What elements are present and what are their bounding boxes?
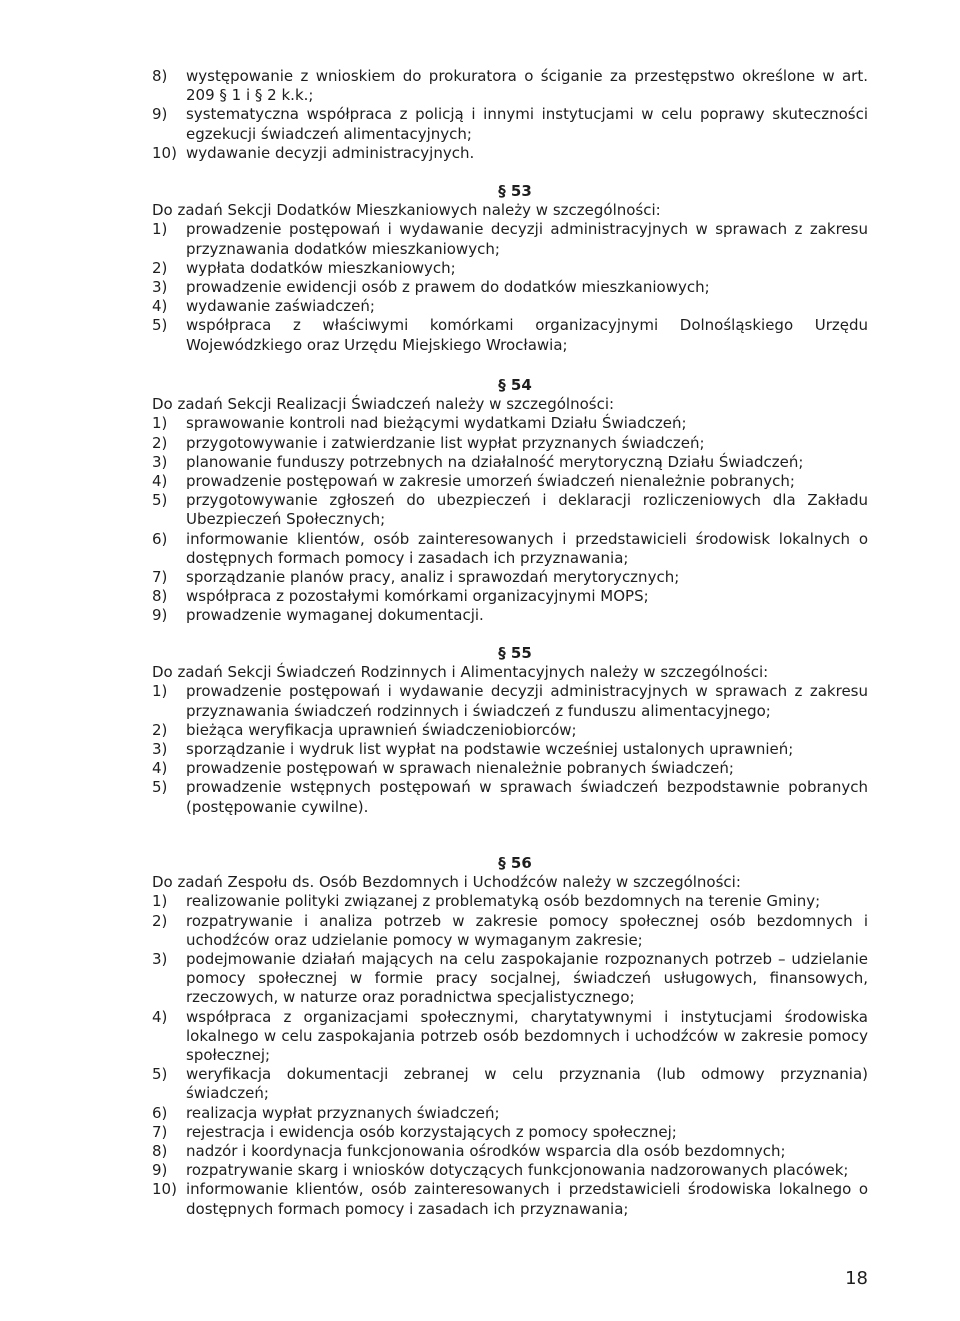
item-text: bieżąca weryfikacja uprawnień świadczeniobiorców; [186, 720, 577, 739]
list-item [152, 105, 868, 143]
item-number: 6) [152, 529, 168, 548]
item-number: 10) [152, 143, 177, 162]
item-text: wydawanie decyzji administracyjnych. [186, 143, 475, 162]
list-item [152, 1123, 868, 1142]
item-number: 9) [152, 606, 168, 625]
list-item [152, 759, 868, 778]
list-item [152, 316, 868, 354]
item-number: 8) [152, 67, 168, 85]
list-item [152, 1142, 868, 1161]
list-item [152, 144, 868, 163]
item-number: 7) [152, 568, 168, 587]
list-item [152, 472, 868, 491]
list-item [152, 912, 868, 950]
list-item [152, 259, 868, 278]
item-number: 2) [152, 911, 168, 930]
section-heading: § 53 [498, 182, 532, 200]
list-item [152, 1008, 868, 1066]
item-text: prowadzenie wstępnych postępowań w sprawach świadczeń bezpodstawnie pobranych (postępowanie cywilne). [186, 778, 868, 816]
item-number: 3) [152, 950, 168, 969]
item-number: 1) [152, 220, 168, 239]
item-text: współpraca z organizacjami społecznymi, charytatywnymi i instytucjami środowiska lokalnego w celu zaspokajania potrzeb osób bezdomnych i uchodźców w zakresie pomocy społecznej; [186, 1007, 868, 1065]
item-text: prowadzenie postępowań w sprawach nienależnie pobranych świadczeń; [186, 759, 734, 778]
item-text: podejmowanie działań mających na celu zaspokajanie rozpoznanych potrzeb – udzielanie pomocy społecznej w formie pracy socjalnej, świadczeń usługowych, finansowych, rzeczowych, w naturze oraz poradnictwa specjalistycznego; [186, 950, 868, 1007]
list-item [152, 453, 868, 472]
list-item [152, 892, 868, 911]
item-number: 1) [152, 414, 168, 433]
item-text: nadzór i koordynacja funkcjonowania ośrodków wsparcia dla osób bezdomnych; [186, 1142, 786, 1161]
list-item [152, 950, 868, 1008]
continuation-list [152, 67, 868, 163]
item-text: prowadzenie postępowań i wydawanie decyzji administracyjnych w sprawach z zakresu przyznawania dodatków mieszkaniowych; [186, 220, 868, 258]
section-heading: § 55 [498, 644, 532, 662]
item-text: występowanie z wnioskiem do prokuratora o ściganie za przestępstwo określone w art. 209 § 1 i § 2 k.k.; [186, 67, 868, 105]
section-intro: Do zadań Sekcji Dodatków Mieszkaniowych należy w szczególności: [152, 201, 661, 220]
page-number: 18 [845, 1268, 868, 1289]
item-text: wydawanie zaświadczeń; [186, 297, 375, 316]
item-text: rejestracja i ewidencja osób korzystających z pomocy społecznej; [186, 1122, 677, 1141]
item-text: wypłata dodatków mieszkaniowych; [186, 258, 456, 277]
item-text: systematyczna współpraca z policją i innymi instytucjami w celu poprawy skuteczności egzekucji świadczeń alimentacyjnych; [186, 105, 868, 143]
item-text: rozpatrywanie skarg i wniosków dotyczących funkcjonowania nadzorowanych placówek; [186, 1161, 849, 1180]
item-number: 1) [152, 892, 168, 911]
section-intro: Do zadań Sekcji Realizacji Świadczeń należy w szczególności: [152, 395, 615, 414]
item-text: prowadzenie postępowań w zakresie umorzeń świadczeń nienależnie pobranych; [186, 472, 795, 491]
list-item [152, 1161, 868, 1180]
item-text: sprawowanie kontroli nad bieżącymi wydatkami Działu Świadczeń; [186, 414, 687, 433]
list-item [152, 414, 868, 433]
item-text: realizacja wypłat przyznanych świadczeń; [186, 1103, 500, 1122]
item-number: 2) [152, 720, 168, 739]
item-number: 9) [152, 1161, 168, 1180]
section-heading: § 54 [498, 376, 532, 394]
list-item [152, 1104, 868, 1123]
item-number: 4) [152, 297, 168, 316]
section-55 [152, 644, 868, 817]
list-item [152, 1065, 868, 1103]
list-item [152, 606, 868, 625]
item-number: 3) [152, 740, 168, 759]
list-item [152, 491, 868, 529]
list-item [152, 740, 868, 759]
item-text: prowadzenie wymaganej dokumentacji. [186, 606, 484, 625]
section-heading: § 56 [498, 854, 532, 872]
item-number: 4) [152, 1007, 168, 1026]
list-item [152, 1180, 868, 1218]
list-item [152, 67, 868, 105]
list-item [152, 297, 868, 316]
item-text: realizowanie polityki związanej z problematyką osób bezdomnych na terenie Gminy; [186, 892, 821, 911]
list-item [152, 220, 868, 258]
item-number: 3) [152, 452, 168, 471]
list-item [152, 587, 868, 606]
item-text: współpraca z pozostałymi komórkami organizacyjnymi MOPS; [186, 587, 649, 606]
item-text: rozpatrywanie i analiza potrzeb w zakresie pomocy społecznej osób bezdomnych i uchodźców oraz udzielanie pomocy w wymaganym zakresie; [186, 911, 868, 949]
list-item [152, 278, 868, 297]
item-number: 1) [152, 682, 168, 701]
item-number: 7) [152, 1122, 168, 1141]
list-item [152, 682, 868, 720]
item-number: 10) [152, 1180, 177, 1199]
item-number: 2) [152, 433, 168, 452]
list-item [152, 530, 868, 568]
list-item [152, 721, 868, 740]
item-text: współpraca z właściwymi komórkami organizacyjnymi Dolnośląskiego Urzędu Wojewódzkiego oraz Urzędu Miejskiego Wrocławia; [186, 316, 868, 354]
item-text: prowadzenie postępowań i wydawanie decyzji administracyjnych w sprawach z zakresu przyznawania świadczeń rodzinnych i świadczeń z funduszu alimentacyjnego; [186, 682, 868, 720]
item-number: 4) [152, 472, 168, 491]
item-number: 9) [152, 105, 168, 124]
item-number: 3) [152, 278, 168, 297]
item-text: planowanie funduszy potrzebnych na działalność merytoryczną Działu Świadczeń; [186, 452, 804, 471]
item-text: informowanie klientów, osób zainteresowanych i przedstawicieli środowiska lokalnego o dostępnych formach pomocy i zasadach ich przyznawania; [186, 1180, 868, 1218]
item-number: 5) [152, 778, 168, 797]
item-number: 6) [152, 1103, 168, 1122]
item-number: 5) [152, 316, 168, 335]
item-text: prowadzenie ewidencji osób z prawem do dodatków mieszkaniowych; [186, 278, 710, 297]
item-text: informowanie klientów, osób zainteresowanych i przedstawicieli środowisk lokalnych o dostępnych formach pomocy i zasadach ich przyznawania; [186, 529, 868, 567]
section-54 [152, 376, 868, 626]
item-number: 5) [152, 1065, 168, 1084]
item-number: 8) [152, 1142, 168, 1161]
item-number: 5) [152, 491, 168, 510]
section-53 [152, 182, 868, 355]
item-number: 4) [152, 759, 168, 778]
item-number: 2) [152, 258, 168, 277]
list-item [152, 778, 868, 816]
item-text: sporządzanie planów pracy, analiz i sprawozdań merytorycznych; [186, 568, 680, 587]
section-56 [152, 854, 868, 1219]
list-item [152, 568, 868, 587]
item-text: przygotowywanie zgłoszeń do ubezpieczeń i deklaracji rozliczeniowych dla Zakładu Ubezpieczeń Społecznych; [186, 491, 868, 529]
item-number: 8) [152, 587, 168, 606]
item-text: przygotowywanie i zatwierdzanie list wypłat przyznanych świadczeń; [186, 433, 705, 452]
item-text: weryfikacja dokumentacji zebranej w celu przyznania (lub odmowy przyznania) świadczeń; [186, 1065, 868, 1103]
list-item [152, 434, 868, 453]
section-intro: Do zadań Sekcji Świadczeń Rodzinnych i Alimentacyjnych należy w szczególności: [152, 663, 769, 682]
section-intro: Do zadań Zespołu ds. Osób Bezdomnych i Uchodźców należy w szczególności: [152, 873, 741, 892]
item-text: sporządzanie i wydruk list wypłat na podstawie wcześniej ustalonych uprawnień; [186, 740, 794, 759]
